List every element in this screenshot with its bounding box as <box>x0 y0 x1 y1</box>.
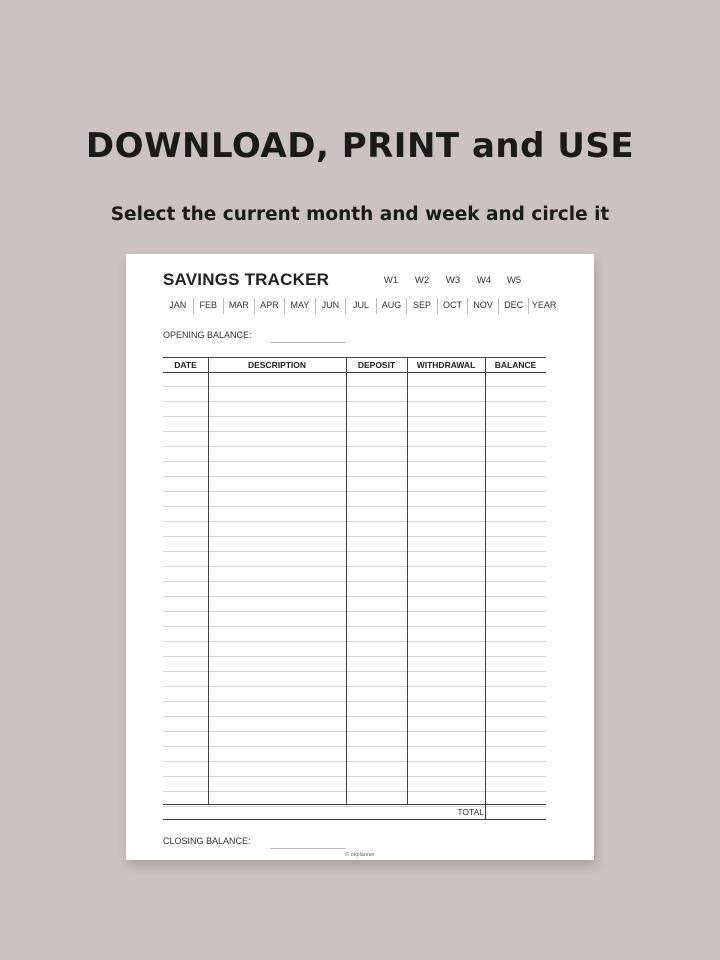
month-option: MAR <box>224 298 255 314</box>
month-option: APR <box>255 298 286 314</box>
table-row <box>163 416 546 417</box>
month-option: DEC <box>499 298 530 314</box>
week-option: W4 <box>476 275 492 286</box>
column-header-balance: BALANCE <box>494 360 537 370</box>
closing-balance-line <box>270 848 346 849</box>
table-row <box>163 431 546 432</box>
month-option: FEB <box>194 298 225 314</box>
table-row <box>163 461 546 462</box>
table-row <box>163 596 546 597</box>
table-row <box>163 761 546 762</box>
opening-balance-label: OPENING BALANCE: <box>163 330 252 340</box>
table-row <box>163 386 546 387</box>
table-row <box>163 536 546 537</box>
column-divider <box>407 357 408 804</box>
table-row <box>163 506 546 507</box>
table-row <box>163 581 546 582</box>
table-row <box>163 401 546 402</box>
table-row <box>163 611 546 612</box>
table-row <box>163 791 546 792</box>
table-row <box>163 776 546 777</box>
table-row <box>163 476 546 477</box>
table-row <box>163 566 546 567</box>
table-row <box>163 746 546 747</box>
table-row <box>163 491 546 492</box>
footer-credit: © okplanner <box>345 852 375 858</box>
headline: DOWNLOAD, PRINT and USE <box>85 126 635 166</box>
month-option: JUN <box>316 298 347 314</box>
table-row <box>163 446 546 447</box>
month-option: AUG <box>377 298 408 314</box>
column-divider <box>208 357 209 804</box>
table-row <box>163 626 546 627</box>
savings-table <box>163 357 546 819</box>
column-divider <box>485 357 486 819</box>
column-header-description: DESCRIPTION <box>247 360 307 370</box>
week-option: W1 <box>383 275 399 286</box>
month-option: JUL <box>346 298 377 314</box>
month-option: SEP <box>407 298 438 314</box>
opening-balance-line <box>270 342 346 343</box>
month-option: MAY <box>285 298 316 314</box>
table-row <box>163 671 546 672</box>
month-selector <box>163 298 559 314</box>
total-row <box>163 804 546 820</box>
month-option: NOV <box>468 298 499 314</box>
table-header <box>163 357 546 373</box>
table-row <box>163 716 546 717</box>
sheet-title: SAVINGS TRACKER <box>163 270 330 289</box>
table-row <box>163 551 546 552</box>
week-option: W5 <box>506 275 522 286</box>
month-option: YEAR <box>531 300 557 310</box>
table-row <box>163 521 546 522</box>
table-row <box>163 641 546 642</box>
table-row <box>163 731 546 732</box>
month-option: JAN <box>163 298 194 314</box>
column-header-deposit: DEPOSIT <box>357 360 396 370</box>
column-divider <box>346 357 347 804</box>
column-header-withdrawal: WITHDRAWAL <box>416 360 476 370</box>
column-header-date: DATE <box>174 360 197 370</box>
week-option: W2 <box>414 275 430 286</box>
printable-sheet <box>126 254 594 860</box>
table-row <box>163 701 546 702</box>
table-row <box>163 686 546 687</box>
closing-balance-label: CLOSING BALANCE: <box>163 836 251 846</box>
table-row <box>163 656 546 657</box>
instruction-text: Select the current month and week and circle it <box>110 204 610 225</box>
month-option: OCT <box>438 298 469 314</box>
total-label: TOTAL <box>457 807 484 817</box>
week-option: W3 <box>445 275 461 286</box>
